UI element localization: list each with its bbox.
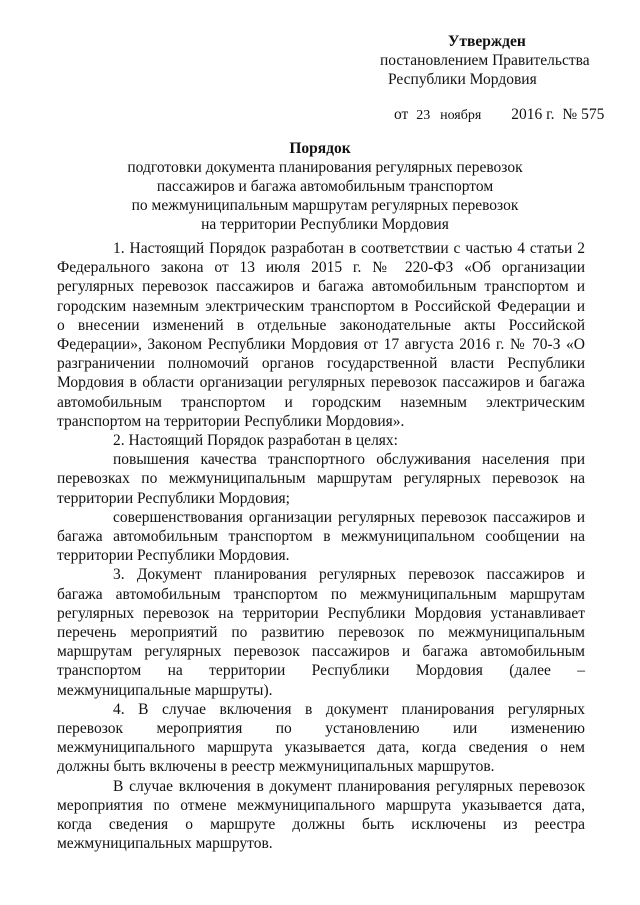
paragraph-line: 4. В случае включения в документ планирования регулярных (113, 700, 585, 718)
paragraph-line: повышения качества транспортного обслуживания населения при (113, 451, 585, 469)
order-date-number (394, 106, 604, 124)
subtitle-line: подготовки документа планирования регулярных перевозок (127, 159, 523, 176)
paragraph-line: межмуниципального маршрута указывается дата, когда сведения о нем (57, 739, 585, 757)
paragraph-line: мероприятия по отмене межмуниципального маршрута указывается дата, (57, 796, 585, 814)
paragraph-line: должны быть включены в реестр межмуниципальных маршрутов. (57, 758, 495, 776)
paragraph-line: о внесении изменений в отдельные законодательные акты Российской (57, 316, 585, 334)
paragraph-line: 1. Настоящий Порядок разработан в соответствии с частью 4 статьи 2 (113, 240, 585, 257)
paragraph-line: Федерального закона от 13 июля 2015 г. № 220-ФЗ «Об организации (57, 259, 585, 277)
paragraph-line: когда сведения о маршруте должны быть исключены из реестра (57, 816, 585, 834)
paragraph-line: перевозок мероприятия по установлению или изменению (57, 720, 585, 738)
paragraph-line: межмуниципальные маршруты). (57, 681, 273, 699)
subtitle-line: на территории Республики Мордовия (201, 216, 449, 233)
paragraph-line: 2. Настоящий Порядок разработан в целях: (113, 432, 398, 450)
order-year: 2016 г. (511, 106, 555, 123)
subtitle-line: пассажиров и багажа автомобильным транспортом (156, 178, 494, 195)
approval-line-2: Республики Мордовия (388, 71, 537, 88)
paragraph-line: В случае включения в документ планирования регулярных перевозок (113, 777, 585, 795)
approval-title: Утвержден (448, 33, 526, 50)
document-title: Порядок (289, 140, 351, 157)
approval-stamp (380, 32, 620, 89)
paragraph-line: перечень мероприятий по развитию перевозок по межмуниципальным (57, 624, 585, 642)
paragraph-line: регулярных перевозок на территории Республики Мордовия устанавливает (57, 604, 585, 622)
paragraph-line: багажа автомобильным транспортом по межмуниципальным маршрутам (57, 585, 585, 603)
paragraph-line: территории Республики Мордовия. (57, 547, 290, 565)
order-month: ноября (440, 108, 482, 123)
paragraph-line: маршрутам регулярных перевозок пассажиров и багажа автомобильным (57, 643, 585, 661)
paragraph-line: автомобильным транспортом и городским наземным электрическим (57, 393, 585, 411)
paragraph-line: регулярных перевозок пассажиров и багажа автомобильным транспортом и (57, 278, 585, 296)
paragraph-line: Федерации», Законом Республики Мордовия от 17 августа 2016 г. № 70-З «О (57, 336, 585, 354)
subtitle-line: по межмуниципальным маршрутам регулярных перевозок (131, 197, 519, 214)
paragraph-line: разграничении полномочий органов государственной власти Республики (57, 355, 585, 373)
order-number: № 575 (562, 106, 605, 123)
paragraph-line: межмуниципальных маршрутов. (57, 835, 273, 853)
paragraph-line: 3. Документ планирования регулярных перевозок пассажиров и (113, 566, 585, 584)
approval-line-1: постановлением Правительства (380, 52, 590, 69)
order-day: 23 (416, 108, 431, 123)
paragraph-line: городским наземным электрическим транспортом в Российской Федерации и (57, 297, 585, 315)
paragraph-line: багажа автомобильным транспортом в межмуниципальном сообщении на (57, 528, 585, 546)
paragraph-line: транспортом на территории Республики Мордовия (далее – (57, 662, 585, 680)
document-body (57, 239, 585, 854)
document-subtitle (100, 158, 550, 234)
paragraph-line: территории Республики Мордовия; (57, 489, 290, 507)
paragraph-line: транспортом на территории Республики Мордовия». (57, 412, 405, 430)
paragraph-line: перевозках по межмуниципальным маршрутам регулярных перевозок на (57, 470, 585, 488)
paragraph-line: Мордовия в области организации регулярных перевозок пассажиров и багажа (57, 374, 585, 392)
order-prefix: от (394, 106, 409, 123)
paragraph-line: совершенствования организации регулярных перевозок пассажиров и (113, 508, 585, 526)
